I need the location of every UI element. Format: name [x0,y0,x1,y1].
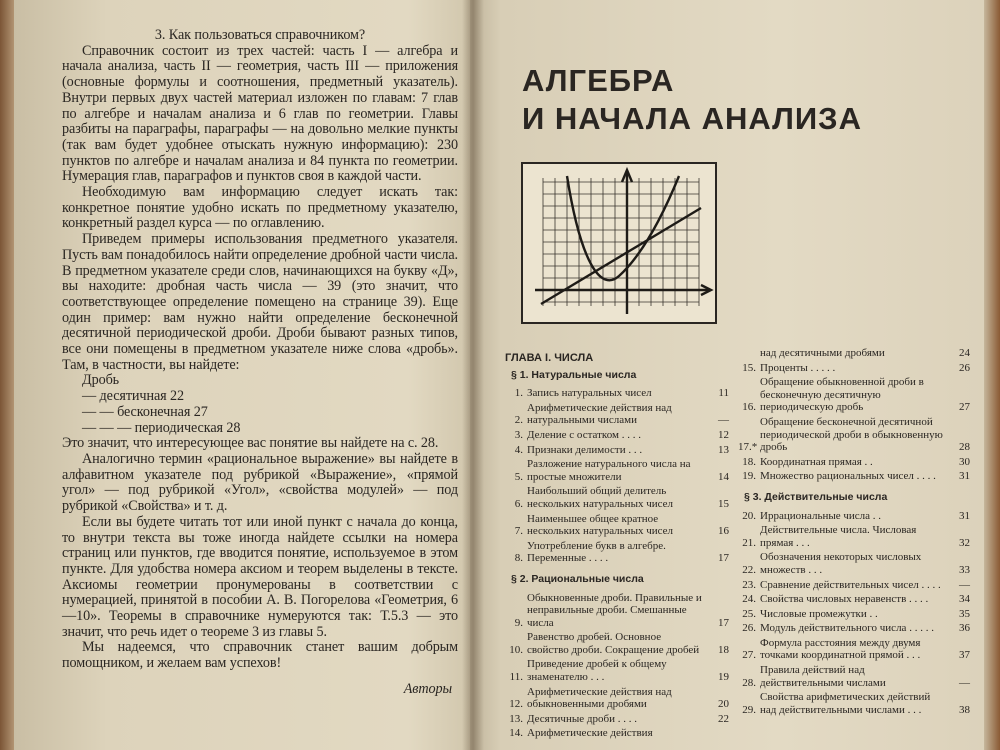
toc-item-number: 1. [514,387,523,400]
toc-item [738,608,970,621]
toc-item-page: 26 [959,361,970,374]
toc-item-page: 30 [959,455,970,468]
toc-item-page: 36 [959,622,970,635]
toc-item-number: 18. [742,455,756,468]
toc-item-title: Обращение обыкновенной дроби в бесконечную десятичную периодическую дробь [760,376,924,414]
toc-item [738,470,970,483]
toc-item [505,402,729,427]
toc-item-page: 20 [718,698,729,711]
index-line: — — бесконечная 27 [82,403,208,420]
section-heading: § 2. Рациональные числа [511,572,644,585]
toc-item [738,456,970,469]
toc-item-number: 12. [509,698,523,711]
toc-item-title: Свойства арифметических действий над действительными числами . . . [760,691,931,716]
toc-item-title: Действительные числа. Числовая прямая . . . [760,524,917,549]
toc-item-title: над десятичными дробями [760,347,885,359]
paragraph: Аналогично термин «рациональное выражение» вы найдете в алфавитном указателе под рубрикой «Выражение», «прямой угол» — под рубрикой «Угол», «свойства модулей» — под рубрикой «Свойства» и т. д. [62,450,458,515]
toc-item-number: 26. [742,622,756,635]
paragraph: Мы надеемся, что справочник станет вашим добрым помощником, и желаем вам успехов! [62,639,458,672]
toc-item [505,485,729,510]
title-line: И НАЧАЛА АНАЛИЗА [522,101,862,136]
toc-item [505,631,729,656]
toc-item-title: Обращение бесконечной десятичной периодической дроби в обыкновенную дробь [760,415,943,454]
index-line: — десятичная 22 [82,388,185,405]
toc-item-number: 24. [742,593,756,606]
toc-item-title: Арифметические действия [527,727,653,740]
toc-item-title: Признаки делимости . . . [527,443,643,456]
graph-illustration [521,162,717,324]
toc-item-title: Приведение дробей к общему знаменателю . . . [527,658,667,684]
toc-item-title: Обыкновенные дроби. Правильные и неправильные дроби. Смешанные числа [527,591,702,629]
toc-item-number: 14. [509,727,523,740]
chapter-heading: ГЛАВА I. ЧИСЛА [505,352,594,364]
toc-item-number: 5. [514,470,523,483]
toc-item-number: 11. [509,671,523,684]
toc-item-page: 18 [718,643,729,656]
toc-item-title: Координатная прямая . . [760,455,873,468]
toc-item [738,362,970,375]
toc-item-page: 32 [959,536,970,549]
toc-item-title: Наименьшее общее кратное нескольких натуральных чисел [527,512,674,538]
toc-item-title: Множество рациональных чисел . . . . [760,470,936,483]
toc-item [505,540,729,565]
toc-item-page: 38 [959,703,970,716]
index-line: Дробь [82,372,120,389]
toc-item [738,593,970,606]
parabola-curve [567,176,679,280]
toc-item-page: 31 [959,509,970,522]
toc-item-list [505,387,729,565]
toc-item-title: Наибольший общий делитель нескольких натуральных чисел [527,485,674,510]
toc-item [505,727,729,740]
toc-item-list [738,510,970,717]
toc-item-number: 21. [742,536,756,549]
toc-item [738,524,970,549]
toc-item-title: Деление с остатком . . . . [527,428,641,441]
graph-svg [523,164,715,322]
toc-item-page: 33 [959,563,970,576]
toc-item [738,510,970,523]
toc-item-page: 11 [718,387,729,400]
toc-item-title: Правила действий над действительными числами [760,664,886,689]
toc-item [505,513,729,538]
toc-item-page: 24 [959,347,970,359]
toc-item-page: 27 [959,401,970,414]
toc-item-number: 9. [514,616,523,629]
grid-lines [543,178,699,306]
toc-item-page: 31 [959,470,970,483]
signature: Авторы [403,680,452,697]
toc-item [738,347,970,360]
toc-item [505,444,729,457]
toc-item-page: 13 [718,443,729,456]
toc-item-title: Иррациональные числа . . [760,509,882,522]
toc-item-number: 15. [742,361,756,374]
toc-item-number: 22. [742,563,756,576]
toc-item-title: Арифметические действия над обыкновенными дробями [527,685,672,711]
toc-item-number: 10. [509,643,523,656]
toc-item-number: 25. [742,607,756,620]
toc-item-page: 22 [718,712,729,725]
toc-item-number: 8. [514,552,523,565]
toc-item [505,686,729,711]
toc-item-title: Числовые промежутки . . [760,607,878,620]
toc-item-title: Обозначения некоторых числовых множеств . . . [760,551,922,576]
book-edge-right [984,0,1000,750]
index-line: — — — периодическая 28 [82,419,241,436]
toc-item-list [738,347,970,483]
toc-item-page: 12 [718,428,729,441]
section-heading: § 3. Действительные числа [744,490,888,503]
toc-item-title: Десятичные дроби . . . . [527,712,637,725]
title-line: АЛГЕБРА [522,63,675,98]
toc-item [738,622,970,635]
toc-item-title: Сравнение действительных чисел . . . . [760,578,941,591]
toc-item-title: Запись натуральных чисел [527,387,652,400]
toc-item [738,376,970,414]
toc-item-page: 37 [959,649,970,662]
paragraph: Необходимую вам информацию следует искать так: конкретное понятие удобно искать по предметному указателю, конкретный раздел курса — по оглавлению. [62,184,458,232]
toc-item-number: 3. [514,428,523,441]
toc-item-page: 16 [718,525,729,538]
paragraph: Справочник состоит из трех частей: часть I — алгебра и начала анализа, часть II — геометрия, часть III — приложения (основные формулы и соотношения, предметный указатель). Внутри первых двух частей материал изложен по главам: 7 глав по алгебре и началам анализа и 6 глав по геометрии. Главы разбиты на параграфы, параграфы — на довольно мелкие пункты (так вам будет удобнее отыскать нужную информацию): 230 пунктов по алгебре и началам анализа и 84 пункта по геометрии. Нумерация глав, параграфов и пунктов своя в каждой части. [62,42,458,185]
toc-item-number: 19. [742,470,756,483]
toc-item-number: 28. [742,676,756,689]
toc-item-title: Свойства числовых неравенств . . . . [760,593,929,606]
toc-item-number: 27. [742,649,756,662]
toc-item-page: 17 [718,616,729,629]
toc-item-number: 23. [742,578,756,591]
toc-item [738,551,970,576]
toc-item-page: — [959,676,970,689]
toc-item-page: 15 [718,497,729,510]
toc-item [505,387,729,400]
section-heading: § 1. Натуральные числа [511,368,637,381]
book-gutter [462,0,484,750]
toc-item [738,416,970,454]
toc-column-right [738,347,970,718]
toc-item [505,592,729,630]
toc-item-title: Проценты . . . . . [760,361,836,374]
toc-item-number: 20. [742,509,756,522]
toc-item-page: — [718,414,729,427]
toc-item [505,713,729,726]
toc-item-number: 7. [514,525,523,538]
toc-item-number: 17.* [738,441,758,454]
toc-item-number: 2. [514,414,523,427]
toc-item-list [505,592,729,741]
toc-item-page: — [959,578,970,591]
toc-item-title: Формула расстояния между двумя точками координатной прямой . . . [760,636,921,662]
toc-item [505,658,729,683]
toc-item-title: Разложение натурального числа на простые множители [527,458,691,483]
toc-item [505,429,729,442]
section-heading: 3. Как пользоваться справочником? [154,27,366,43]
left-page-text [62,28,458,698]
toc-item [505,458,729,483]
toc-item-title: Употребление букв в алгебре. Переменные . . . . [527,539,666,565]
toc-item-number: 13. [509,712,523,725]
toc-item-page: 28 [959,441,970,454]
toc-item [738,691,970,716]
toc-item-number: 29. [742,703,756,716]
paragraph: Если вы будете читать тот или иной пункт с начала до конца, то внутри текста вы тоже иногда найдете ссылки на номера страниц или пунктов, где вводится понятие, используемое в этом пункте. Для удобства номера аксиом и теорем выделены в тексте. Аксиомы геометрии пронумерованы в соответствии с нумерацией, принятой в пособии А. В. Погорелова «Геометрия, 6—10». Теоремы в справочнике нумеруются так: Т.5.3 — это значит, что речь идет о теореме 3 из главы 5. [62,513,458,640]
toc-item-title: Арифметические действия над натуральными числами [527,401,672,427]
toc-item-page: 17 [718,552,729,565]
toc-item-page: 19 [718,671,729,684]
toc-item [738,664,970,689]
toc-item [738,637,970,662]
toc-item-number: 4. [514,443,523,456]
toc-item-number: 16. [742,401,756,414]
toc-item [738,579,970,592]
toc-item-page: 34 [959,593,970,606]
toc-item-title: Модуль действительного числа . . . . . [760,622,934,635]
toc-item-page: 35 [959,607,970,620]
part-title [522,62,862,138]
toc-column-left [505,352,729,742]
paragraph: Приведем примеры использования предметного указателя. Пусть вам понадобилось найти определение дробной части числа. В предметном указателе среди слов, начинающихся на букву «Д», вы находите: дробная часть числа — 39 (это значит, что соответствующее определение помещено на странице 39). Еще один пример: вам нужно найти определение бесконечной десятичной периодической дроби. Дроби бывают разных типов, все они помещены в предметном указателе ниже слова «дробь». Там, в частности, вы найдете: [62,231,458,373]
paragraph: Это значит, что интересующее вас понятие вы найдете на с. 28. [62,435,439,452]
toc-item-number: 6. [514,497,523,510]
toc-item-page: 14 [718,470,729,483]
toc-item-title: Равенство дробей. Основное свойство дроби. Сокращение дробей [527,631,700,656]
